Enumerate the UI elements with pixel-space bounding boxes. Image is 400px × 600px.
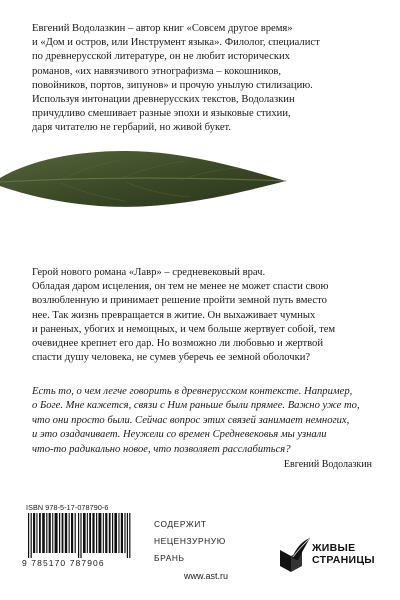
bio-line: Евгений Водолазкин – автор книг «Совсем другое время» — [32, 23, 293, 34]
publisher-logo — [272, 526, 382, 584]
bio-line: и «Дом и остров, или Инструмент языка». Филолог, специалист — [32, 37, 320, 49]
publisher-site-link[interactable]: www.ast.ru — [184, 571, 229, 581]
synopsis-line: спасти душу человека, не сумев уберечь ее земной оболочки? — [32, 352, 311, 364]
warning-line: СОДЕРЖИТ — [154, 519, 207, 529]
quote-line: что-то радикально новое, что позволяет расслабиться? — [32, 443, 291, 455]
synopsis-line: и раненых, убогих и немощных, и чем больше жертвует собой, тем — [32, 323, 336, 335]
bio-line: романов, «их навязчивого этнографизма – кокошников, — [32, 65, 282, 77]
author-bio — [32, 22, 372, 136]
laurel-leaf-icon — [0, 148, 286, 208]
content-warning — [154, 516, 226, 567]
isbn-number: ISBN 978-5-17-078790-6 — [26, 503, 109, 512]
bio-line: даря читателю не гербарий, но живой букет. — [32, 122, 232, 134]
quote-author: Евгений Водолазкин — [283, 459, 372, 470]
quote-line: о Боге. Мне кажется, связи с Ним раньше были прямее. Важно уже то, — [32, 400, 360, 412]
isbn-block — [22, 503, 148, 568]
warning-line: БРАНЬ — [154, 553, 185, 563]
warning-line: НЕЦЕНЗУРНУЮ — [154, 536, 226, 546]
logo-line: ЖИВЫЕ — [312, 542, 356, 554]
book-feather-icon — [278, 536, 312, 576]
synopsis-line: нее. Так жизнь превращается в житие. Он выхаживает чумных — [32, 309, 316, 321]
synopsis-line: Обладая даром исцеления, он тем не менее не может спасти свою — [32, 281, 329, 293]
logo-line: СТРАНИЦЫ — [312, 554, 375, 566]
quote-line: что они просто были. Сейчас вопрос этих связей занимает немногих, — [32, 414, 350, 426]
logo-text — [312, 542, 375, 566]
bio-line: причудливо смешивает разные эпохи и языковые стихии, — [32, 108, 291, 120]
author-quote — [32, 385, 376, 457]
quote-line: Есть то, о чем легче говорить в древнерусском контексте. Например, — [32, 386, 353, 397]
bio-line: Используя интонации древнерусских текстов, Водолазкин — [32, 94, 295, 106]
quote-line: и это озадачивает. Неужели со времен Средневековья мы узнали — [32, 429, 327, 441]
book-synopsis — [32, 266, 376, 365]
synopsis-line: Герой нового романа «Лавр» – средневековый врач. — [32, 267, 266, 278]
barcode-icon — [22, 513, 142, 558]
bio-line: повойников, портов, зипунов» и прочую унылую стилизацию. — [32, 79, 313, 91]
synopsis-line: возлюбленную и принимает решение пройти земной путь вместо — [32, 295, 327, 307]
barcode-digits: 9 785170 787906 — [22, 558, 105, 568]
bio-line: по древнерусской литературе, он не любит исторических — [32, 51, 290, 63]
synopsis-line: очевиднее крепнет его дар. Но возможно ли любовью и жертвой — [32, 338, 324, 350]
